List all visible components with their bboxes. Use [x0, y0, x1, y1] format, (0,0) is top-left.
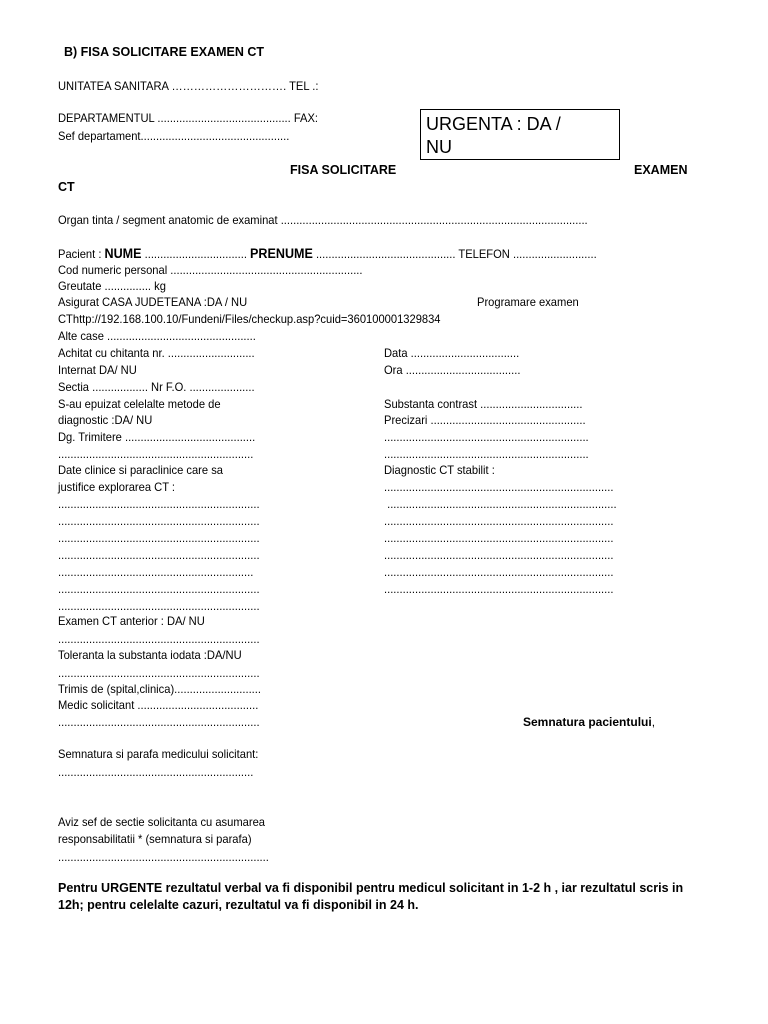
epuizat-line-2: diagnostic :DA/ NU: [58, 413, 153, 427]
dots-line: ...............................................................: [58, 447, 254, 461]
precizari-line: Precizari ..................................................: [384, 413, 586, 427]
form-title: B) FISA SOLICITARE EXAMEN CT: [64, 45, 264, 59]
ora-line: Ora .....................................: [384, 363, 521, 377]
pacient-label: Pacient :: [58, 247, 102, 261]
dots-line: ....................................................................: [58, 850, 269, 864]
toleranta-line: Toleranta la substanta iodata :DA/NU: [58, 648, 242, 662]
alte-case-line: Alte case ................................................: [58, 329, 256, 343]
dots-line: ..........................................................................: [384, 480, 614, 494]
fisa-solicitare-heading: FISA SOLICITARE: [290, 163, 397, 177]
sef-departament-line: Sef departament................................................: [58, 129, 290, 143]
semnatura-medic-line: Semnatura si parafa medicului solicitant:: [58, 747, 259, 761]
dots-line: .................................................................: [58, 632, 260, 646]
dg-trimitere-line: Dg. Trimitere ..........................................: [58, 430, 256, 444]
dots-line: ..........................................................................: [384, 582, 614, 596]
prenume-label: PRENUME: [250, 246, 313, 261]
dots-line: .................................................................: [58, 531, 260, 545]
urgent-line-2: NU: [426, 137, 452, 157]
internat-line: Internat DA/ NU: [58, 363, 137, 377]
examen-heading: EXAMEN: [634, 163, 688, 177]
semnatura-pacient-label: Semnatura pacientului,: [523, 715, 656, 729]
checkup-url-line: CThttp://192.168.100.10/Fundeni/Files/checkup.asp?cuid=360100001329834: [58, 312, 441, 326]
dots-line: ..........................................................................: [384, 548, 614, 562]
dots-line: .................................................................: [58, 548, 260, 562]
achitat-line: Achitat cu chitanta nr. ............................: [58, 346, 255, 360]
dots-line: ..........................................................................: [384, 514, 614, 528]
date-clinice-line-2: justifice explorarea CT :: [58, 480, 176, 494]
epuizat-line-1: S-au epuizat celelalte metode de: [58, 397, 221, 411]
trimis-de-line: Trimis de (spital,clinica)............................: [58, 682, 261, 696]
departament-line: DEPARTAMENTUL ........................................... FAX:: [58, 111, 319, 125]
ct-heading: CT: [58, 180, 75, 194]
date-clinice-line-1: Date clinice si paraclinice care sa: [58, 463, 224, 477]
footer-note: Pentru URGENTE rezultatul verbal va fi disponibil pentru medicul solicitant in 1-2 h , iar rezultatul scris in 12h; pentru celelalte cazuri, rezultatul va fi disponibil in 24 h.: [58, 881, 684, 912]
medic-solicitant-line: Medic solicitant .......................................: [58, 698, 259, 712]
greutate-line: Greutate ............... kg: [58, 279, 166, 293]
data-line: Data ...................................: [384, 346, 520, 360]
dots-line: ...............................................................: [58, 565, 254, 579]
unitate-line: UNITATEA SANITARA …………………………. TEL .:: [58, 79, 319, 93]
urgent-box: [420, 109, 620, 160]
dots-line: ...............................................................: [58, 765, 254, 779]
cnp-line: Cod numeric personal ..............................................................: [58, 263, 363, 277]
dots-line: .................................................................: [58, 666, 260, 680]
prenume-field: .............................................: [315, 247, 456, 261]
aviz-line-1: Aviz sef de sectie solicitanta cu asumarea: [58, 815, 265, 829]
substanta-contrast-line: Substanta contrast .................................: [384, 397, 583, 411]
dots-line: .................................................................: [58, 599, 260, 613]
nume-field: .................................: [144, 247, 247, 261]
nume-label: NUME: [104, 246, 142, 261]
examen-anterior-line: Examen CT anterior : DA/ NU: [58, 614, 205, 628]
dots-line: .................................................................: [58, 497, 260, 511]
aviz-line-2: responsabilitatii * (semnatura si parafa): [58, 832, 252, 846]
sectia-line: Sectia .................. Nr F.O. .....................: [58, 380, 255, 394]
dots-line: ..................................................................: [384, 447, 589, 461]
asigurat-line: Asigurat CASA JUDETEANA :DA / NU: [58, 295, 248, 309]
dots-line: ..........................................................................: [384, 497, 617, 511]
dots-line: .................................................................: [58, 582, 260, 596]
organ-line: Organ tinta / segment anatomic de examinat ...................................................................................................: [58, 213, 588, 227]
telefon-field: TELEFON ...........................: [458, 247, 597, 261]
dots-line: .................................................................: [58, 514, 260, 528]
dots-line: ..........................................................................: [384, 531, 614, 545]
urgent-line-1: URGENTA : DA /: [426, 114, 561, 134]
dots-line: ..................................................................: [384, 430, 589, 444]
pacient-line: [58, 245, 637, 263]
dots-line: ..........................................................................: [384, 565, 614, 579]
dots-line: .................................................................: [58, 715, 260, 729]
programare-label: Programare examen: [477, 295, 579, 309]
diagnostic-ct-line: Diagnostic CT stabilit :: [384, 463, 495, 477]
